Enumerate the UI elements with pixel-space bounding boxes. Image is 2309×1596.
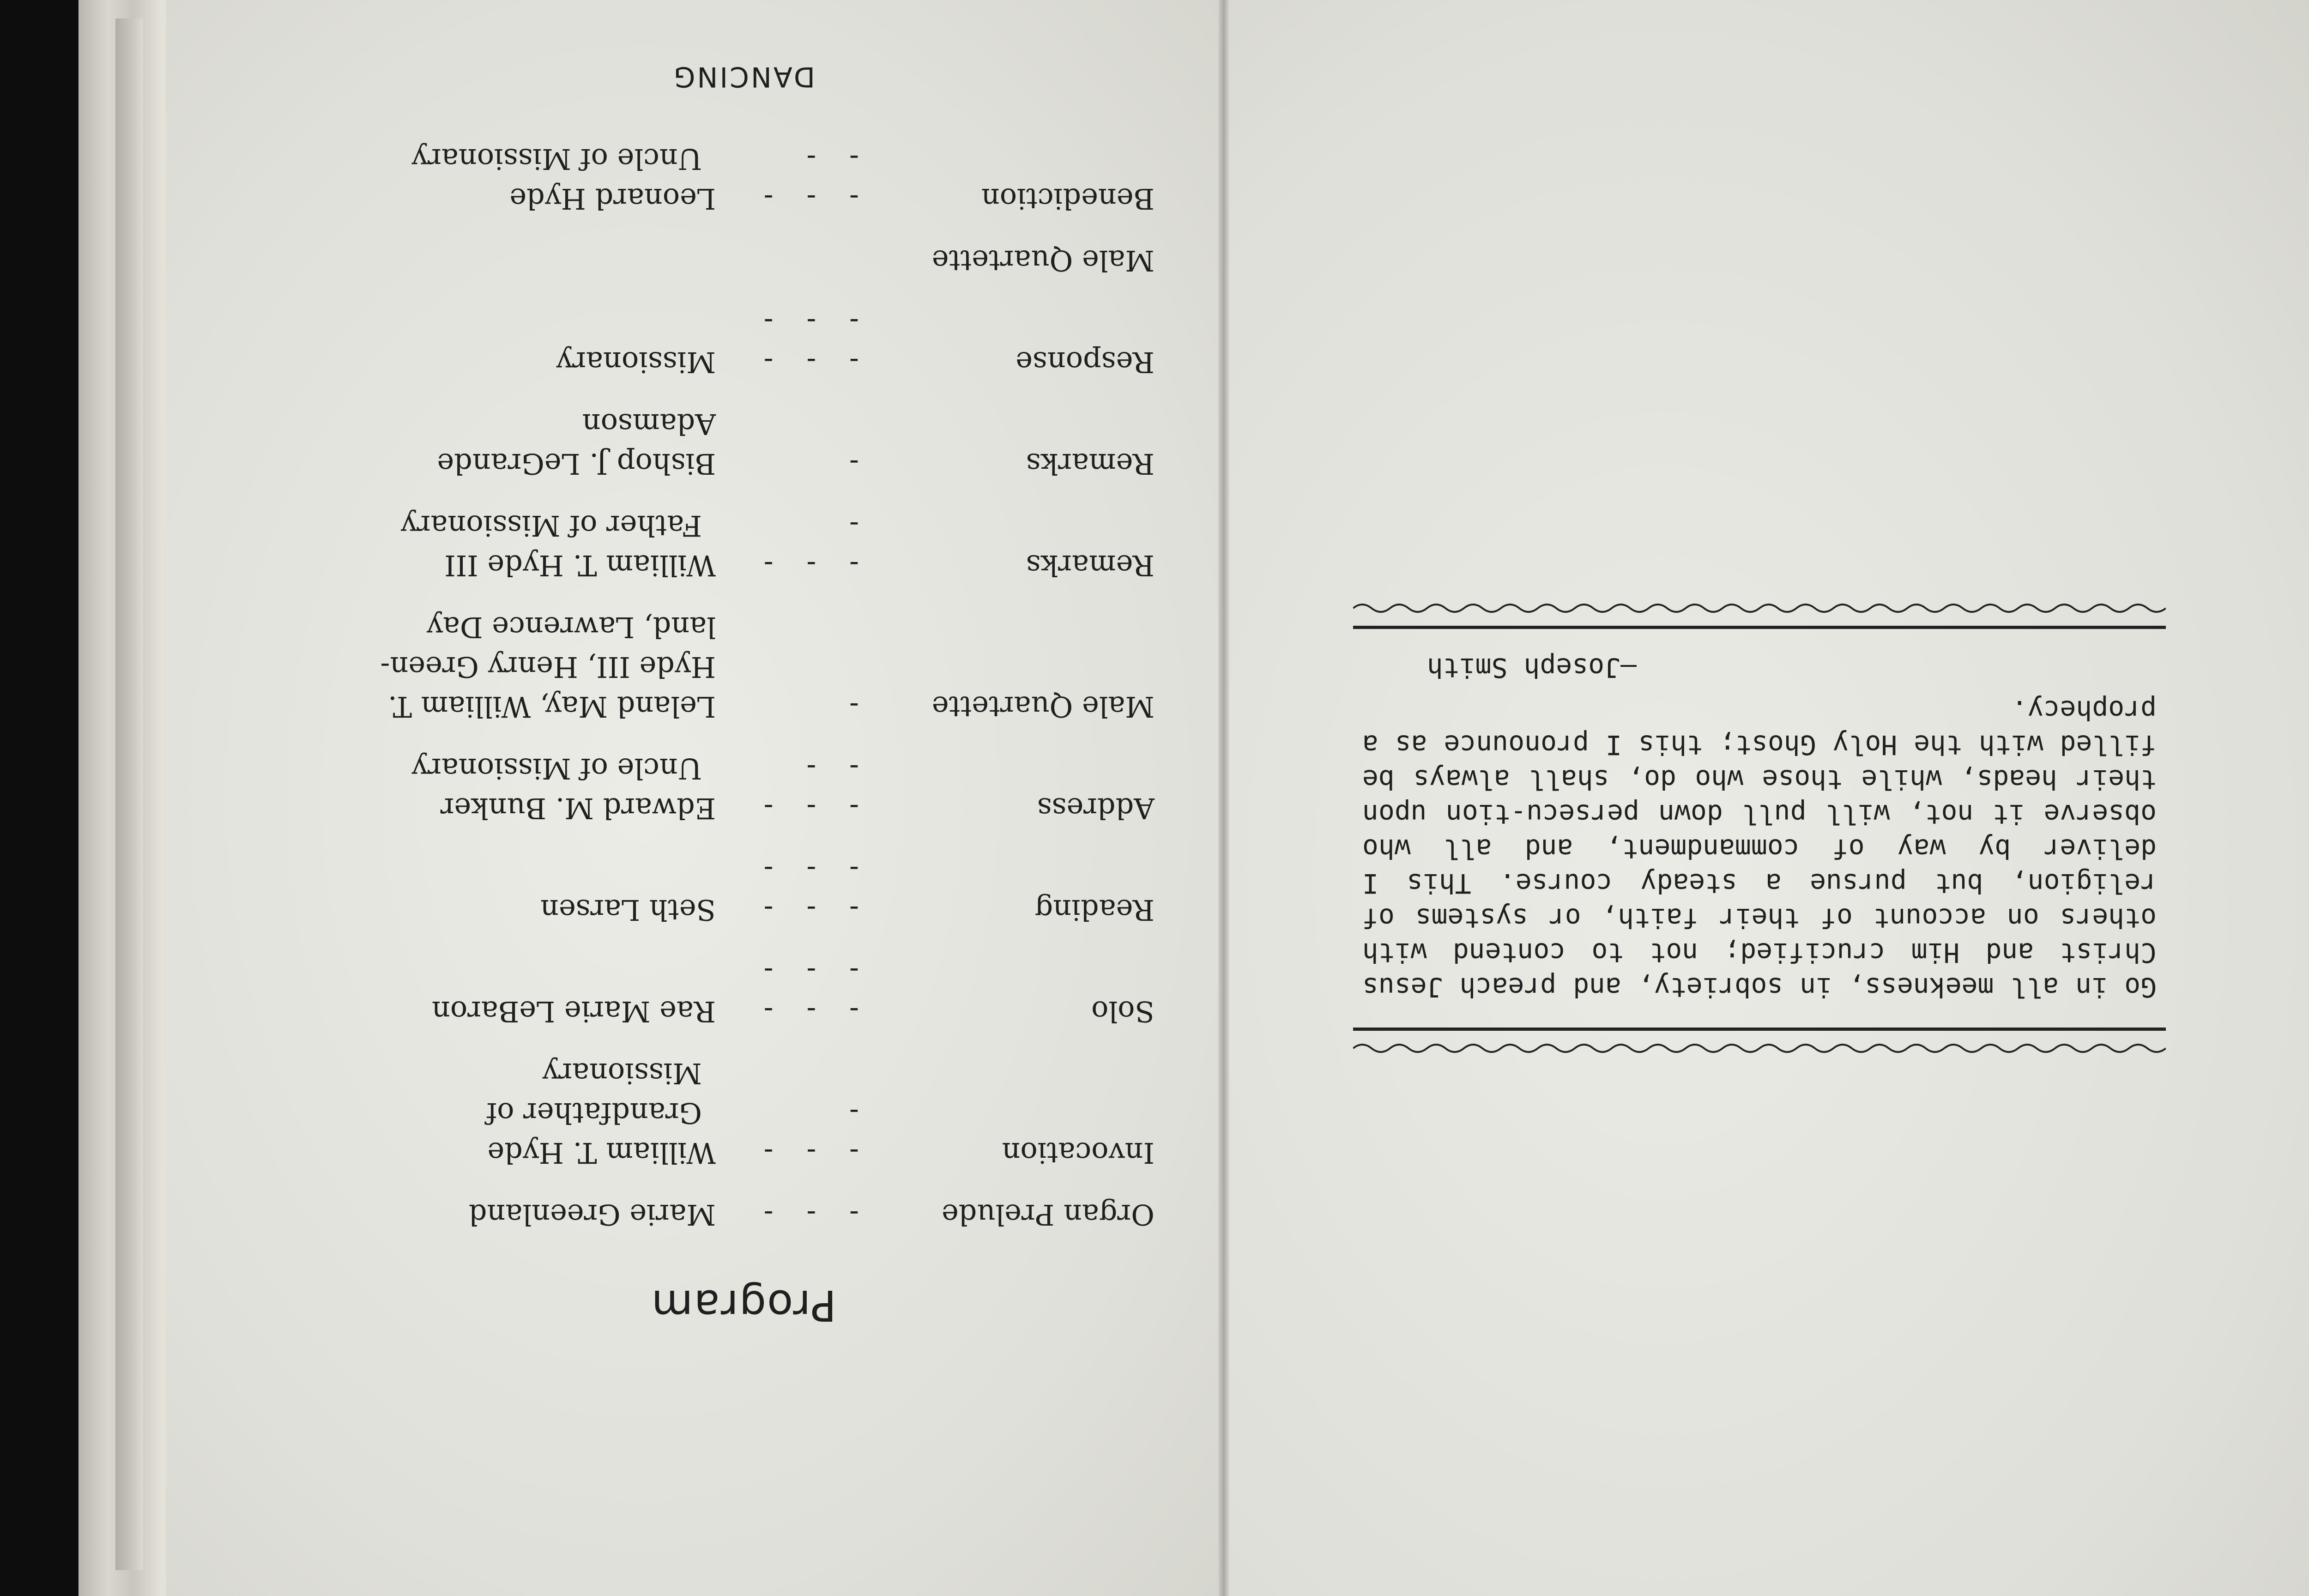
program-part: Male Quartette — [931, 690, 1154, 724]
program-part: Benediction — [981, 182, 1154, 216]
leader-dashes: - - - - - — [751, 142, 859, 216]
program-person: Leonard Hyde Uncle of Missionary — [332, 139, 716, 218]
quote-author: —Joseph Smith — [1427, 652, 1637, 683]
program-section — [332, 60, 1154, 1330]
program-item-remarks-father — [332, 506, 1154, 585]
program-note: Uncle of Missionary — [411, 142, 702, 176]
program-item-remarks-bishop — [332, 404, 1154, 484]
leader-dashes: - - - - — [751, 1096, 859, 1170]
program-item-reading — [332, 850, 1154, 930]
leader-dashes: - — [837, 690, 859, 724]
program-person: Missionary — [556, 345, 716, 379]
program-part: Male Quartette — [931, 244, 1154, 278]
center-fold — [1218, 0, 1229, 1596]
program-person — [332, 241, 716, 280]
program-part: Organ Prelude — [942, 1198, 1154, 1232]
quote-text: Go in all meekness, in sobriety, and preach Jesus Christ and Him crucified; not to contend with others on account of their faith, or systems of religion, but pursue a steady course. This I deliver by way of commandment, and all who observe it not, will pull down persecu-tion upon their heads, while those who do, shall always be filled with the Holy Ghost; this I pronounce as a prophecy. — [1362, 695, 2157, 1003]
program-person: William T. Hyde Grandfather of Missionary — [332, 1053, 716, 1173]
program-item-benediction — [332, 139, 1154, 218]
program-note: Father of Missionary — [400, 509, 702, 543]
program-title: Program — [650, 1281, 837, 1330]
program-part: Remarks — [1026, 447, 1154, 481]
program-note: Uncle of Missionary — [411, 752, 702, 786]
program-list — [332, 139, 1154, 1234]
leader-dashes: - - - - - — [751, 752, 859, 825]
program-person: William T. Hyde III Father of Missionary — [332, 506, 716, 585]
program-person: Seth Larsen — [540, 893, 716, 927]
program-item-organ-prelude — [332, 1195, 1154, 1234]
program-item-invocation — [332, 1053, 1154, 1173]
leader-dashes — [716, 241, 859, 280]
program-note: Grandfather of Missionary — [486, 1057, 702, 1130]
rule-bottom — [1353, 626, 2166, 629]
program-item-response — [332, 302, 1154, 382]
wavy-border-top — [1353, 1039, 2166, 1058]
program-person: Bishop J. LeGrande Adamson — [437, 407, 716, 481]
program-item-address — [332, 749, 1154, 828]
quote-section — [1353, 531, 2166, 1058]
program-person: Leland May, William T. Hyde III, Henry Green-land, Lawrence Day — [380, 611, 716, 724]
program-part: Solo — [1091, 995, 1154, 1028]
program-part: Address — [1037, 792, 1154, 825]
leader-dashes: - - - - — [751, 509, 859, 582]
program-person: Edward M. Bunker Uncle of Missionary — [332, 749, 716, 828]
program-item-male-quartette — [332, 607, 1154, 726]
rule-top — [1353, 1028, 2166, 1031]
leader-dashes: - - - - - - — [751, 306, 859, 379]
program-part: Remarks — [1026, 549, 1154, 582]
leader-dashes: - - - - - - — [751, 955, 859, 1028]
program-part: Invocation — [1002, 1136, 1154, 1170]
leader-dashes: - - - — [751, 1198, 859, 1232]
closing-dancing: DANCING — [671, 60, 816, 93]
program-item-solo — [332, 952, 1154, 1031]
program-part: Response — [1015, 345, 1154, 379]
program-part: Reading — [1034, 893, 1154, 927]
program-person: Marie Greenland — [468, 1198, 716, 1232]
program-person: Rae Marie LeBaron — [431, 995, 716, 1028]
page-stack-shadow — [115, 18, 143, 1570]
program-item-male-quartette-2 — [332, 241, 1154, 280]
wavy-border-bottom — [1353, 599, 2166, 617]
leader-dashes: - - - - - - — [751, 853, 859, 927]
leader-dashes: - — [837, 447, 859, 481]
